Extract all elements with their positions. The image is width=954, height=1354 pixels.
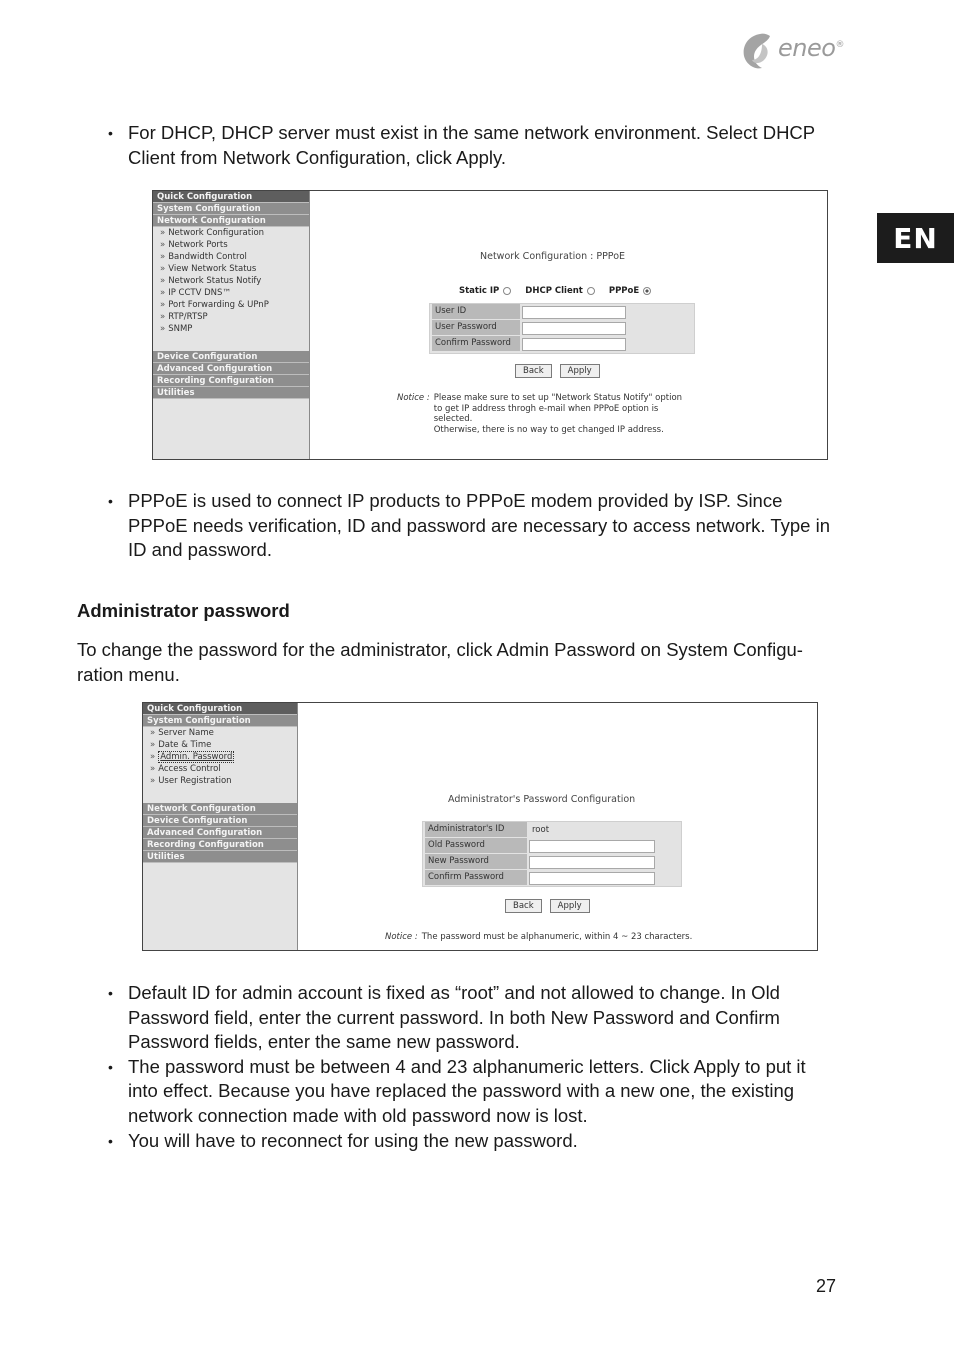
radio-static-ip[interactable]: Static IP <box>459 286 511 296</box>
menu-heading: Advanced Configuration <box>153 363 309 375</box>
field-label: User Password <box>432 320 520 335</box>
connection-type-radios <box>459 286 651 296</box>
form-buttons <box>505 899 590 913</box>
config-title: Network Configuration : PPPoE <box>480 251 626 262</box>
menu-heading: Utilities <box>143 851 297 863</box>
menu-heading: Network Configuration <box>143 803 297 815</box>
field-label: New Password <box>425 854 527 869</box>
bullet-list-dhcp <box>108 121 838 170</box>
back-button[interactable]: Back <box>515 364 552 378</box>
admin-password-form <box>422 821 682 887</box>
screenshot-admin-password-config <box>142 702 818 951</box>
section-paragraph: To change the password for the administrator, click Admin Password on System Configu-ration menu. <box>77 639 803 685</box>
menu-subitem: » Network Ports <box>160 240 228 250</box>
page-number: 27 <box>816 1276 837 1296</box>
field-label: Confirm Password <box>425 870 527 885</box>
form-row-old-password <box>423 838 681 854</box>
notice-text: Notice : The password must be alphanumeric, within 4 ~ 23 characters. <box>385 932 693 942</box>
menu-subitem: » Server Name <box>150 728 214 738</box>
menu-heading: Recording Configuration <box>143 839 297 851</box>
menu-subitem: » View Network Status <box>160 264 257 274</box>
user-password-input[interactable] <box>522 322 626 335</box>
field-label: Confirm Password <box>432 336 520 351</box>
menu-heading: Recording Configuration <box>153 375 309 387</box>
config-sidebar-menu <box>153 191 310 459</box>
bullet-item: • For DHCP, DHCP server must exist in the same network environment. Select DHCP Client from Network Configuration, click Apply. <box>108 121 838 170</box>
apply-button[interactable]: Apply <box>550 899 590 913</box>
pppoe-form <box>429 303 695 354</box>
radio-pppoe[interactable]: PPPoE <box>609 286 651 296</box>
config-sidebar-menu <box>143 703 298 950</box>
menu-heading: System Configuration <box>153 203 309 215</box>
back-button[interactable]: Back <box>505 899 542 913</box>
bullet-list-pppoe <box>108 489 838 563</box>
field-label: Administrator's ID <box>425 822 527 837</box>
old-password-input[interactable] <box>529 840 655 853</box>
menu-subitem-active: » Admin. Password <box>150 752 233 762</box>
menu-heading: Advanced Configuration <box>143 827 297 839</box>
menu-heading: Device Configuration <box>153 351 309 363</box>
bullet-list-admin-password <box>108 981 838 1153</box>
user-id-input[interactable] <box>522 306 626 319</box>
menu-subitem: » Network Status Notify <box>160 276 262 286</box>
section-heading: Administrator password <box>77 600 290 621</box>
config-title: Administrator's Password Configuration <box>448 794 636 805</box>
notice-text: Notice : Please make sure to set up "Network Status Notify" option to get IP address throgh e-mail when PPPoE option is selected. Otherwise, there is no way to get changed IP address. <box>397 393 683 435</box>
brand-name: eneo® <box>778 34 844 62</box>
menu-heading: Network Configuration <box>153 215 309 227</box>
menu-heading: System Configuration <box>143 715 297 727</box>
menu-subitem: » RTP/RTSP <box>160 312 208 322</box>
menu-subitem: » Bandwidth Control <box>160 252 247 262</box>
form-row-confirm-password <box>423 870 681 886</box>
bullet-item: • PPPoE is used to connect IP products to PPPoE modem provided by ISP. Since PPPoE needs verification, ID and password are necessary to access network. Type in ID and password. <box>108 489 838 563</box>
form-row-user-id <box>430 304 694 320</box>
menu-heading: Device Configuration <box>143 815 297 827</box>
bullet-item: • You will have to reconnect for using the new password. <box>108 1129 838 1154</box>
form-row-new-password <box>423 854 681 870</box>
menu-subitem: » User Registration <box>150 776 232 786</box>
menu-heading: Quick Configuration <box>143 703 297 715</box>
form-buttons <box>515 364 600 378</box>
menu-heading: Quick Configuration <box>153 191 309 203</box>
admin-id-value: root <box>532 824 550 835</box>
new-password-input[interactable] <box>529 856 655 869</box>
field-label: Old Password <box>425 838 527 853</box>
menu-subitem: » Date & Time <box>150 740 212 750</box>
menu-subitem: » Access Control <box>150 764 221 774</box>
form-row-user-password <box>430 320 694 336</box>
menu-subitem: » IP CCTV DNS™ <box>160 288 231 298</box>
bullet-item: • The password must be between 4 and 23 alphanumeric letters. Click Apply to put it into effect. Because you have replaced the password with a new one, the existing network connection made with old password now is lost. <box>108 1055 838 1129</box>
menu-subitem: » SNMP <box>160 324 193 334</box>
menu-heading: Utilities <box>153 387 309 399</box>
menu-subitem: » Port Forwarding & UPnP <box>160 300 269 310</box>
radio-dhcp-client[interactable]: DHCP Client <box>525 286 595 296</box>
bullet-item: • Default ID for admin account is fixed as “root” and not allowed to change. In Old Password field, enter the current password. In both New Password and Confirm Password fields, enter the same new password. <box>108 981 838 1055</box>
confirm-password-input[interactable] <box>522 338 626 351</box>
apply-button[interactable]: Apply <box>560 364 600 378</box>
confirm-password-input[interactable] <box>529 872 655 885</box>
field-label: User ID <box>432 304 520 319</box>
menu-subitem: » Network Configuration <box>160 228 265 238</box>
form-row-confirm-password <box>430 336 694 352</box>
language-tab: EN <box>877 213 954 263</box>
form-row-admin-id <box>423 822 681 838</box>
screenshot-pppoe-config <box>152 190 828 460</box>
